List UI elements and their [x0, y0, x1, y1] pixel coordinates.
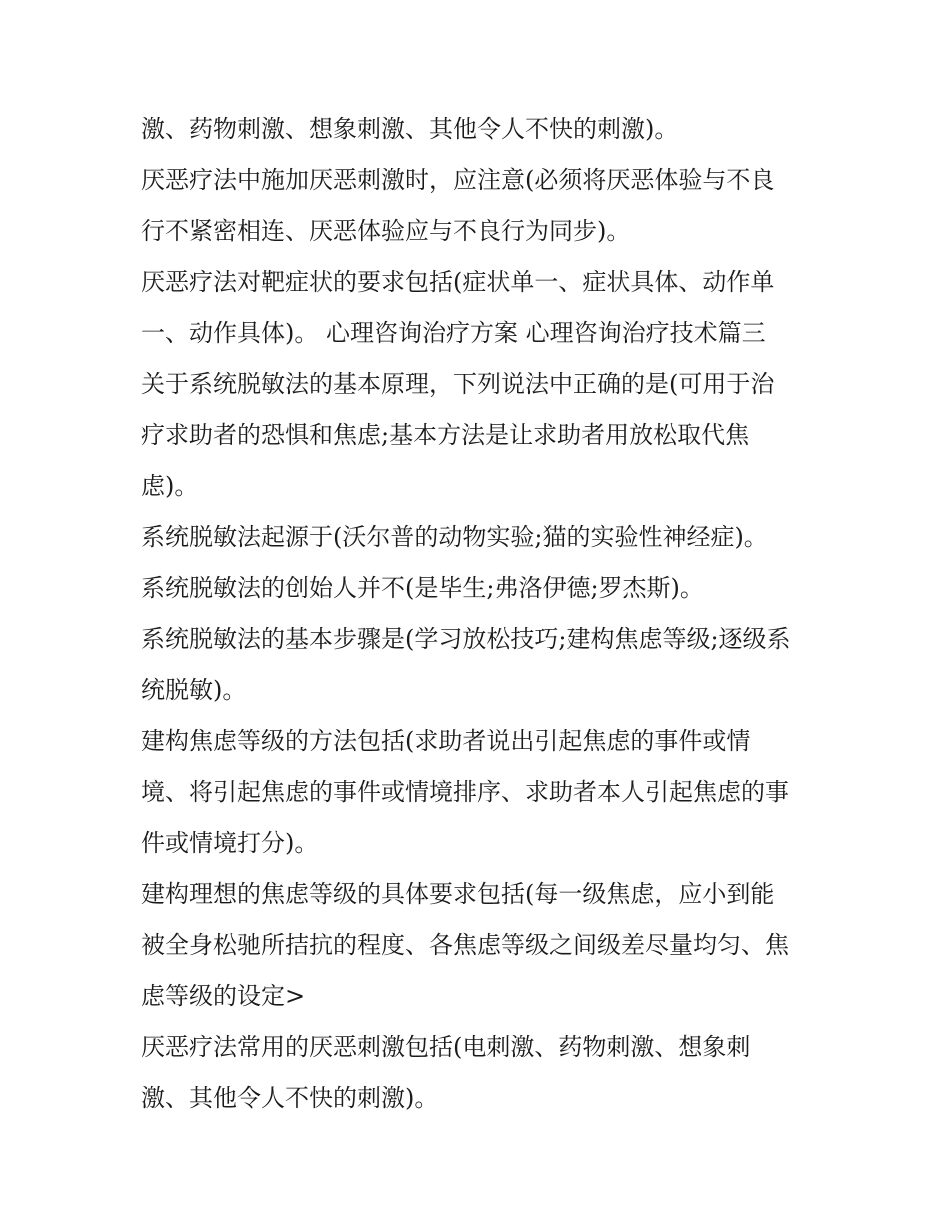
document-body	[141, 104, 831, 1124]
text-line: 统脱敏)。	[141, 676, 247, 704]
text-line: 虑等级的设定>	[141, 982, 306, 1010]
text-line: 行不紧密相连、厌恶体验应与不良行为同步)。	[141, 217, 631, 245]
text-line: 厌恶疗法对靶症状的要求包括(症状单一、症状具体、动作单	[141, 268, 775, 296]
text-line: 建构理想的焦虑等级的具体要求包括(每一级焦虑，应小到能	[141, 880, 775, 908]
text-line: 建构焦虑等级的方法包括(求助者说出引起焦虑的事件或情	[141, 727, 751, 755]
text-line: 一、动作具体)。 心理咨询治疗方案 心理咨询治疗技术篇三	[141, 319, 766, 347]
text-line: 件或情境打分)。	[141, 829, 319, 857]
text-line: 关于系统脱敏法的基本原理，下列说法中正确的是(可用于治	[141, 370, 775, 398]
text-line: 系统脱敏法起源于(沃尔普的动物实验;猫的实验性神经症)。	[141, 523, 768, 551]
text-line: 系统脱敏法的创始人并不(是毕生;弗洛伊德;罗杰斯)。	[141, 574, 704, 602]
text-line: 境、将引起焦虑的事件或情境排序、求助者本人引起焦虑的事	[141, 778, 789, 806]
text-line: 疗求助者的恐惧和焦虑;基本方法是让求助者用放松取代焦	[141, 421, 750, 449]
text-line: 厌恶疗法中施加厌恶刺激时，应注意(必须将厌恶体验与不良	[141, 166, 775, 194]
text-line: 激、药物刺激、想象刺激、其他令人不快的刺激)。	[141, 115, 679, 143]
text-line: 虑)。	[141, 472, 199, 500]
text-line: 系统脱敏法的基本步骤是(学习放松技巧;建构焦虑等级;逐级系	[141, 625, 791, 653]
text-line: 激、其他令人不快的刺激)。	[141, 1084, 439, 1112]
text-line: 被全身松驰所拮抗的程度、各焦虑等级之间级差尽量均匀、焦	[141, 931, 789, 959]
text-line: 厌恶疗法常用的厌恶刺激包括(电刺激、药物刺激、想象刺	[141, 1033, 751, 1061]
